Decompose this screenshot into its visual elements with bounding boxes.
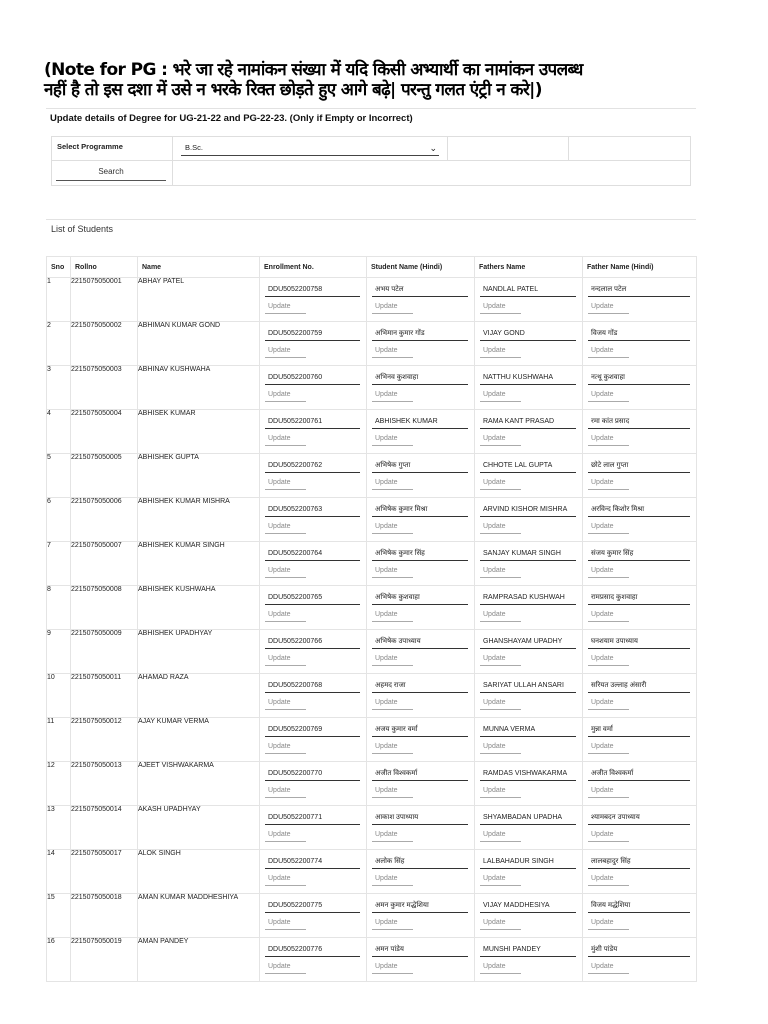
student-name-hindi-update-button[interactable]: Update <box>372 564 413 578</box>
father-name-hindi-update-button[interactable]: Update <box>588 344 629 358</box>
student-name-hindi-input[interactable]: अभिषेक कुमार सिंह <box>372 547 468 561</box>
father-name-hindi-update-button[interactable]: Update <box>588 476 629 490</box>
student-name-hindi-update-button[interactable]: Update <box>372 872 413 886</box>
father-name-hindi-update-button[interactable]: Update <box>588 520 629 534</box>
fathers-name-cell <box>475 322 583 366</box>
student-name-hindi-cell <box>367 498 475 542</box>
table-row <box>47 410 697 454</box>
col-header-name: Name <box>138 257 260 278</box>
table-row <box>47 762 697 806</box>
father-name-hindi-update-button[interactable]: Update <box>588 608 629 622</box>
fathers-name-cell <box>475 586 583 630</box>
fathers-name-cell <box>475 674 583 718</box>
father-name-hindi-update-button[interactable]: Update <box>588 960 629 974</box>
father-name-hindi-cell <box>583 850 697 894</box>
father-name-hindi-input[interactable]: अजीत विश्वकर्मा <box>588 767 690 781</box>
sno-cell: 7 <box>47 542 71 586</box>
name-cell: AKASH UPADHYAY <box>138 806 260 850</box>
enrollment-input[interactable]: DDU5052200776 <box>265 943 360 957</box>
fathers-name-update-button[interactable]: Update <box>480 344 521 358</box>
fathers-name-input[interactable]: RAMDAS VISHWAKARMA <box>480 767 576 781</box>
name-cell: AJAY KUMAR VERMA <box>138 718 260 762</box>
father-name-hindi-input[interactable]: अरविन्द किशोर मिश्रा <box>588 503 690 517</box>
name-cell: ABHAY PATEL <box>138 278 260 322</box>
student-name-hindi-cell <box>367 366 475 410</box>
rollno-cell: 2215075050018 <box>71 894 138 938</box>
table-row <box>47 278 697 322</box>
fathers-name-update-button[interactable]: Update <box>480 960 521 974</box>
fathers-name-cell <box>475 454 583 498</box>
enrollment-input[interactable]: DDU5052200774 <box>265 855 360 869</box>
enrollment-cell <box>260 542 367 586</box>
student-name-hindi-input[interactable]: अमन कुमार मद्धेशिया <box>372 899 468 913</box>
student-name-hindi-update-button[interactable]: Update <box>372 652 413 666</box>
programme-select[interactable] <box>181 143 439 156</box>
name-cell: ABHIMAN KUMAR GOND <box>138 322 260 366</box>
table-header-row <box>47 257 697 278</box>
father-name-hindi-update-button[interactable]: Update <box>588 916 629 930</box>
search-button[interactable]: Search <box>56 166 166 181</box>
enrollment-input[interactable]: DDU5052200761 <box>265 415 360 429</box>
fathers-name-input[interactable]: SANJAY KUMAR SINGH <box>480 547 576 561</box>
father-name-hindi-input[interactable]: घनशयाम उपाध्याय <box>588 635 690 649</box>
sno-cell: 1 <box>47 278 71 322</box>
enrollment-cell <box>260 278 367 322</box>
fathers-name-input[interactable]: VIJAY GOND <box>480 327 576 341</box>
fathers-name-input[interactable]: NANDLAL PATEL <box>480 283 576 297</box>
student-name-hindi-cell <box>367 410 475 454</box>
student-name-hindi-cell <box>367 322 475 366</box>
father-name-hindi-input[interactable]: विजय गोंड <box>588 327 690 341</box>
student-name-hindi-update-button[interactable]: Update <box>372 784 413 798</box>
father-name-hindi-cell <box>583 762 697 806</box>
student-name-hindi-cell <box>367 278 475 322</box>
name-cell: AHAMAD RAZA <box>138 674 260 718</box>
name-cell: ABHISHEK KUMAR SINGH <box>138 542 260 586</box>
father-name-hindi-update-button[interactable]: Update <box>588 872 629 886</box>
fathers-name-cell <box>475 278 583 322</box>
enrollment-cell <box>260 762 367 806</box>
enrollment-input[interactable]: DDU5052200771 <box>265 811 360 825</box>
enrollment-update-button[interactable]: Update <box>265 520 306 534</box>
father-name-hindi-update-button[interactable]: Update <box>588 784 629 798</box>
col-header-enrollment: Enrollment No. <box>260 257 367 278</box>
student-name-hindi-update-button[interactable]: Update <box>372 476 413 490</box>
name-cell: ABHISEK KUMAR <box>138 410 260 454</box>
rollno-cell: 2215075050001 <box>71 278 138 322</box>
enrollment-input[interactable]: DDU5052200775 <box>265 899 360 913</box>
fathers-name-cell <box>475 718 583 762</box>
sno-cell: 6 <box>47 498 71 542</box>
pg-note-line-2: नहीं है तो इस दशा में उसे न भरके रिक्त छोड़ते हुए आगे बढ़े| परन्तु गलत एंट्री न करे|) <box>44 80 542 100</box>
students-table <box>46 256 697 982</box>
enrollment-update-button[interactable]: Update <box>265 344 306 358</box>
enrollment-input[interactable]: DDU5052200760 <box>265 371 360 385</box>
student-name-hindi-input[interactable]: अभिषेक गुप्ता <box>372 459 468 473</box>
fathers-name-input[interactable]: SHYAMBADAN UPADHA <box>480 811 576 825</box>
enrollment-cell <box>260 498 367 542</box>
programme-label-cell <box>51 136 173 161</box>
divider <box>46 219 696 220</box>
name-cell: ABHISHEK KUMAR MISHRA <box>138 498 260 542</box>
name-cell: AMAN KUMAR MADDHESHIYA <box>138 894 260 938</box>
fathers-name-input[interactable]: CHHOTE LAL GUPTA <box>480 459 576 473</box>
student-name-hindi-cell <box>367 718 475 762</box>
name-cell: ABHINAV KUSHWAHA <box>138 366 260 410</box>
enrollment-input[interactable]: DDU5052200763 <box>265 503 360 517</box>
fathers-name-input[interactable]: MUNSHI PANDEY <box>480 943 576 957</box>
table-row <box>47 586 697 630</box>
father-name-hindi-cell <box>583 894 697 938</box>
student-name-hindi-cell <box>367 850 475 894</box>
table-row <box>47 674 697 718</box>
father-name-hindi-cell <box>583 938 697 982</box>
enrollment-update-button[interactable]: Update <box>265 740 306 754</box>
fathers-name-input[interactable]: LALBAHADUR SINGH <box>480 855 576 869</box>
sno-cell: 3 <box>47 366 71 410</box>
father-name-hindi-input[interactable]: मुन्ना वर्मा <box>588 723 690 737</box>
student-name-hindi-update-button[interactable]: Update <box>372 520 413 534</box>
enrollment-update-button[interactable]: Update <box>265 564 306 578</box>
student-name-hindi-cell <box>367 454 475 498</box>
enrollment-update-button[interactable]: Update <box>265 432 306 446</box>
fathers-name-input[interactable]: VIJAY MADDHESIYA <box>480 899 576 913</box>
rollno-cell: 2215075050012 <box>71 718 138 762</box>
table-row <box>47 806 697 850</box>
sno-cell: 11 <box>47 718 71 762</box>
father-name-hindi-update-button[interactable]: Update <box>588 300 629 314</box>
list-title: List of Students <box>51 224 114 234</box>
divider <box>46 108 696 109</box>
pg-note-line-1: (Note for PG : भरे जा रहे नामांकन संख्या में यदि किसी अभ्यार्थी का नामांकन उपलब्ध <box>44 60 583 80</box>
student-name-hindi-cell <box>367 630 475 674</box>
name-cell: ABHISHEK UPADHYAY <box>138 630 260 674</box>
enrollment-input[interactable]: DDU5052200768 <box>265 679 360 693</box>
enrollment-update-button[interactable]: Update <box>265 960 306 974</box>
enrollment-update-button[interactable]: Update <box>265 784 306 798</box>
student-name-hindi-input[interactable]: अभिषेक कुशवाहा <box>372 591 468 605</box>
father-name-hindi-input[interactable]: छोटे लाल गुप्ता <box>588 459 690 473</box>
enrollment-input[interactable]: DDU5052200766 <box>265 635 360 649</box>
father-name-hindi-input[interactable]: विजय मद्धेशिया <box>588 899 690 913</box>
enrollment-update-button[interactable]: Update <box>265 388 306 402</box>
fathers-name-update-button[interactable]: Update <box>480 388 521 402</box>
student-name-hindi-input[interactable]: अमन पांडेय <box>372 943 468 957</box>
fathers-name-update-button[interactable]: Update <box>480 432 521 446</box>
name-cell: ALOK SINGH <box>138 850 260 894</box>
enrollment-cell <box>260 806 367 850</box>
rollno-cell: 2215075050007 <box>71 542 138 586</box>
fathers-name-update-button[interactable]: Update <box>480 784 521 798</box>
father-name-hindi-input[interactable]: रामप्रसाद कुशवाहा <box>588 591 690 605</box>
fathers-name-cell <box>475 938 583 982</box>
update-instructions: Update details of Degree for UG-21-22 and PG-22-23. (Only if Empty or Incorrect) <box>50 113 413 124</box>
student-name-hindi-update-button[interactable]: Update <box>372 344 413 358</box>
student-name-hindi-input[interactable]: अभय पटेल <box>372 283 468 297</box>
enrollment-cell <box>260 366 367 410</box>
name-cell: AJEET VISHWAKARMA <box>138 762 260 806</box>
father-name-hindi-input[interactable]: सरियत उल्लाह अंसारी <box>588 679 690 693</box>
fathers-name-input[interactable]: SARIYAT ULLAH ANSARI <box>480 679 576 693</box>
father-name-hindi-cell <box>583 806 697 850</box>
rollno-cell: 2215075050002 <box>71 322 138 366</box>
enrollment-input[interactable]: DDU5052200765 <box>265 591 360 605</box>
empty-cell <box>447 136 569 161</box>
enrollment-input[interactable]: DDU5052200769 <box>265 723 360 737</box>
father-name-hindi-cell <box>583 630 697 674</box>
col-header-student-hindi: Student Name (Hindi) <box>367 257 475 278</box>
fathers-name-input[interactable]: RAMA KANT PRASAD <box>480 415 576 429</box>
enrollment-cell <box>260 322 367 366</box>
father-name-hindi-cell <box>583 278 697 322</box>
student-name-hindi-input[interactable]: ABHISHEK KUMAR <box>372 415 468 429</box>
enrollment-cell <box>260 938 367 982</box>
fathers-name-cell <box>475 366 583 410</box>
sno-cell: 10 <box>47 674 71 718</box>
col-header-sno: Sno <box>47 257 71 278</box>
fathers-name-cell <box>475 498 583 542</box>
student-name-hindi-update-button[interactable]: Update <box>372 432 413 446</box>
programme-selected-value: B.Sc. <box>185 143 203 152</box>
name-cell: AMAN PANDEY <box>138 938 260 982</box>
student-name-hindi-update-button[interactable]: Update <box>372 740 413 754</box>
enrollment-cell <box>260 718 367 762</box>
enrollment-update-button[interactable]: Update <box>265 872 306 886</box>
rollno-cell: 2215075050013 <box>71 762 138 806</box>
enrollment-update-button[interactable]: Update <box>265 916 306 930</box>
table-row <box>47 630 697 674</box>
sno-cell: 9 <box>47 630 71 674</box>
enrollment-cell <box>260 454 367 498</box>
enrollment-input[interactable]: DDU5052200762 <box>265 459 360 473</box>
fathers-name-cell <box>475 630 583 674</box>
fathers-name-cell <box>475 806 583 850</box>
student-name-hindi-input[interactable]: अलोक सिंह <box>372 855 468 869</box>
fathers-name-cell <box>475 850 583 894</box>
fathers-name-update-button[interactable]: Update <box>480 872 521 886</box>
name-cell: ABHISHEK KUSHWAHA <box>138 586 260 630</box>
student-name-hindi-input[interactable]: अभिषेक उपाध्याय <box>372 635 468 649</box>
col-header-rollno: Rollno <box>71 257 138 278</box>
father-name-hindi-cell <box>583 542 697 586</box>
fathers-name-input[interactable]: ARVIND KISHOR MISHRA <box>480 503 576 517</box>
student-name-hindi-update-button[interactable]: Update <box>372 300 413 314</box>
search-cell <box>51 160 173 186</box>
father-name-hindi-input[interactable]: नत्थू कुशवाहा <box>588 371 690 385</box>
student-name-hindi-update-button[interactable]: Update <box>372 916 413 930</box>
student-name-hindi-cell <box>367 542 475 586</box>
fathers-name-update-button[interactable]: Update <box>480 564 521 578</box>
fathers-name-update-button[interactable]: Update <box>480 476 521 490</box>
father-name-hindi-update-button[interactable]: Update <box>588 828 629 842</box>
student-name-hindi-update-button[interactable]: Update <box>372 608 413 622</box>
father-name-hindi-update-button[interactable]: Update <box>588 740 629 754</box>
chevron-down-icon: ⌄ <box>429 143 437 153</box>
table-row <box>47 850 697 894</box>
col-header-father-hindi: Father Name (Hindi) <box>583 257 697 278</box>
table-row <box>47 938 697 982</box>
programme-select-cell <box>172 136 448 161</box>
father-name-hindi-update-button[interactable]: Update <box>588 564 629 578</box>
fathers-name-input[interactable]: GHANSHAYAM UPADHY <box>480 635 576 649</box>
student-name-hindi-input[interactable]: अजय कुमार वर्मा <box>372 723 468 737</box>
father-name-hindi-input[interactable]: मुंशी पांडेय <box>588 943 690 957</box>
father-name-hindi-cell <box>583 498 697 542</box>
enrollment-input[interactable]: DDU5052200764 <box>265 547 360 561</box>
student-name-hindi-cell <box>367 674 475 718</box>
enrollment-cell <box>260 586 367 630</box>
fathers-name-input[interactable]: NATTHU KUSHWAHA <box>480 371 576 385</box>
father-name-hindi-cell <box>583 410 697 454</box>
enrollment-cell <box>260 630 367 674</box>
rollno-cell: 2215075050014 <box>71 806 138 850</box>
student-name-hindi-cell <box>367 762 475 806</box>
table-row <box>47 454 697 498</box>
rollno-cell: 2215075050008 <box>71 586 138 630</box>
table-row <box>47 542 697 586</box>
enrollment-input[interactable]: DDU5052200770 <box>265 767 360 781</box>
sno-cell: 4 <box>47 410 71 454</box>
fathers-name-update-button[interactable]: Update <box>480 300 521 314</box>
sno-cell: 16 <box>47 938 71 982</box>
fathers-name-cell <box>475 542 583 586</box>
table-row <box>47 498 697 542</box>
enrollment-update-button[interactable]: Update <box>265 696 306 710</box>
fathers-name-input[interactable]: MUNNA VERMA <box>480 723 576 737</box>
student-name-hindi-input[interactable]: आकाश उपाध्याय <box>372 811 468 825</box>
table-row <box>47 718 697 762</box>
table-row <box>47 366 697 410</box>
student-name-hindi-input[interactable]: अहमद राजा <box>372 679 468 693</box>
col-header-fathers-name: Fathers Name <box>475 257 583 278</box>
student-name-hindi-update-button[interactable]: Update <box>372 960 413 974</box>
student-name-hindi-update-button[interactable]: Update <box>372 828 413 842</box>
father-name-hindi-update-button[interactable]: Update <box>588 432 629 446</box>
enrollment-update-button[interactable]: Update <box>265 652 306 666</box>
fathers-name-update-button[interactable]: Update <box>480 696 521 710</box>
student-name-hindi-input[interactable]: अजीत विश्वकर्मा <box>372 767 468 781</box>
sno-cell: 15 <box>47 894 71 938</box>
sno-cell: 13 <box>47 806 71 850</box>
father-name-hindi-cell <box>583 366 697 410</box>
enrollment-cell <box>260 674 367 718</box>
enrollment-input[interactable]: DDU5052200758 <box>265 283 360 297</box>
enrollment-cell <box>260 894 367 938</box>
rollno-cell: 2215075050006 <box>71 498 138 542</box>
table-row <box>47 894 697 938</box>
fathers-name-input[interactable]: RAMPRASAD KUSHWAH <box>480 591 576 605</box>
father-name-hindi-cell <box>583 322 697 366</box>
student-name-hindi-update-button[interactable]: Update <box>372 388 413 402</box>
father-name-hindi-cell <box>583 454 697 498</box>
father-name-hindi-cell <box>583 674 697 718</box>
father-name-hindi-update-button[interactable]: Update <box>588 652 629 666</box>
empty-cell <box>172 160 691 186</box>
fathers-name-update-button[interactable]: Update <box>480 740 521 754</box>
rollno-cell: 2215075050017 <box>71 850 138 894</box>
enrollment-update-button[interactable]: Update <box>265 608 306 622</box>
enrollment-cell <box>260 850 367 894</box>
father-name-hindi-input[interactable]: संजय कुमार सिंह <box>588 547 690 561</box>
filter-panel <box>51 136 691 186</box>
fathers-name-update-button[interactable]: Update <box>480 828 521 842</box>
fathers-name-cell <box>475 894 583 938</box>
father-name-hindi-input[interactable]: श्यामबदन उपाध्याय <box>588 811 690 825</box>
empty-cell <box>568 136 691 161</box>
rollno-cell: 2215075050011 <box>71 674 138 718</box>
enrollment-input[interactable]: DDU5052200759 <box>265 327 360 341</box>
fathers-name-update-button[interactable]: Update <box>480 608 521 622</box>
sno-cell: 5 <box>47 454 71 498</box>
father-name-hindi-input[interactable]: लालबहादुर सिंह <box>588 855 690 869</box>
rollno-cell: 2215075050004 <box>71 410 138 454</box>
table-row <box>47 322 697 366</box>
sno-cell: 8 <box>47 586 71 630</box>
student-name-hindi-cell <box>367 806 475 850</box>
sno-cell: 2 <box>47 322 71 366</box>
student-name-hindi-input[interactable]: अभिषेक कुमार मिश्रा <box>372 503 468 517</box>
enrollment-update-button[interactable]: Update <box>265 300 306 314</box>
student-name-hindi-update-button[interactable]: Update <box>372 696 413 710</box>
father-name-hindi-input[interactable]: रमा कांत प्रसाद <box>588 415 690 429</box>
sno-cell: 14 <box>47 850 71 894</box>
enrollment-update-button[interactable]: Update <box>265 828 306 842</box>
student-name-hindi-input[interactable]: अभिनव कुशवाहा <box>372 371 468 385</box>
fathers-name-update-button[interactable]: Update <box>480 916 521 930</box>
father-name-hindi-update-button[interactable]: Update <box>588 388 629 402</box>
student-name-hindi-cell <box>367 938 475 982</box>
father-name-hindi-update-button[interactable]: Update <box>588 696 629 710</box>
fathers-name-cell <box>475 410 583 454</box>
student-name-hindi-cell <box>367 586 475 630</box>
fathers-name-update-button[interactable]: Update <box>480 652 521 666</box>
programme-label: Select Programme <box>57 142 123 151</box>
rollno-cell: 2215075050005 <box>71 454 138 498</box>
sno-cell: 12 <box>47 762 71 806</box>
father-name-hindi-cell <box>583 586 697 630</box>
enrollment-cell <box>260 410 367 454</box>
enrollment-update-button[interactable]: Update <box>265 476 306 490</box>
fathers-name-cell <box>475 762 583 806</box>
name-cell: ABHISHEK GUPTA <box>138 454 260 498</box>
student-name-hindi-input[interactable]: अभिमान कुमार गोंड <box>372 327 468 341</box>
father-name-hindi-cell <box>583 718 697 762</box>
father-name-hindi-input[interactable]: नन्दलाल पटेल <box>588 283 690 297</box>
pg-note <box>44 60 744 100</box>
rollno-cell: 2215075050009 <box>71 630 138 674</box>
fathers-name-update-button[interactable]: Update <box>480 520 521 534</box>
rollno-cell: 2215075050003 <box>71 366 138 410</box>
student-name-hindi-cell <box>367 894 475 938</box>
rollno-cell: 2215075050019 <box>71 938 138 982</box>
